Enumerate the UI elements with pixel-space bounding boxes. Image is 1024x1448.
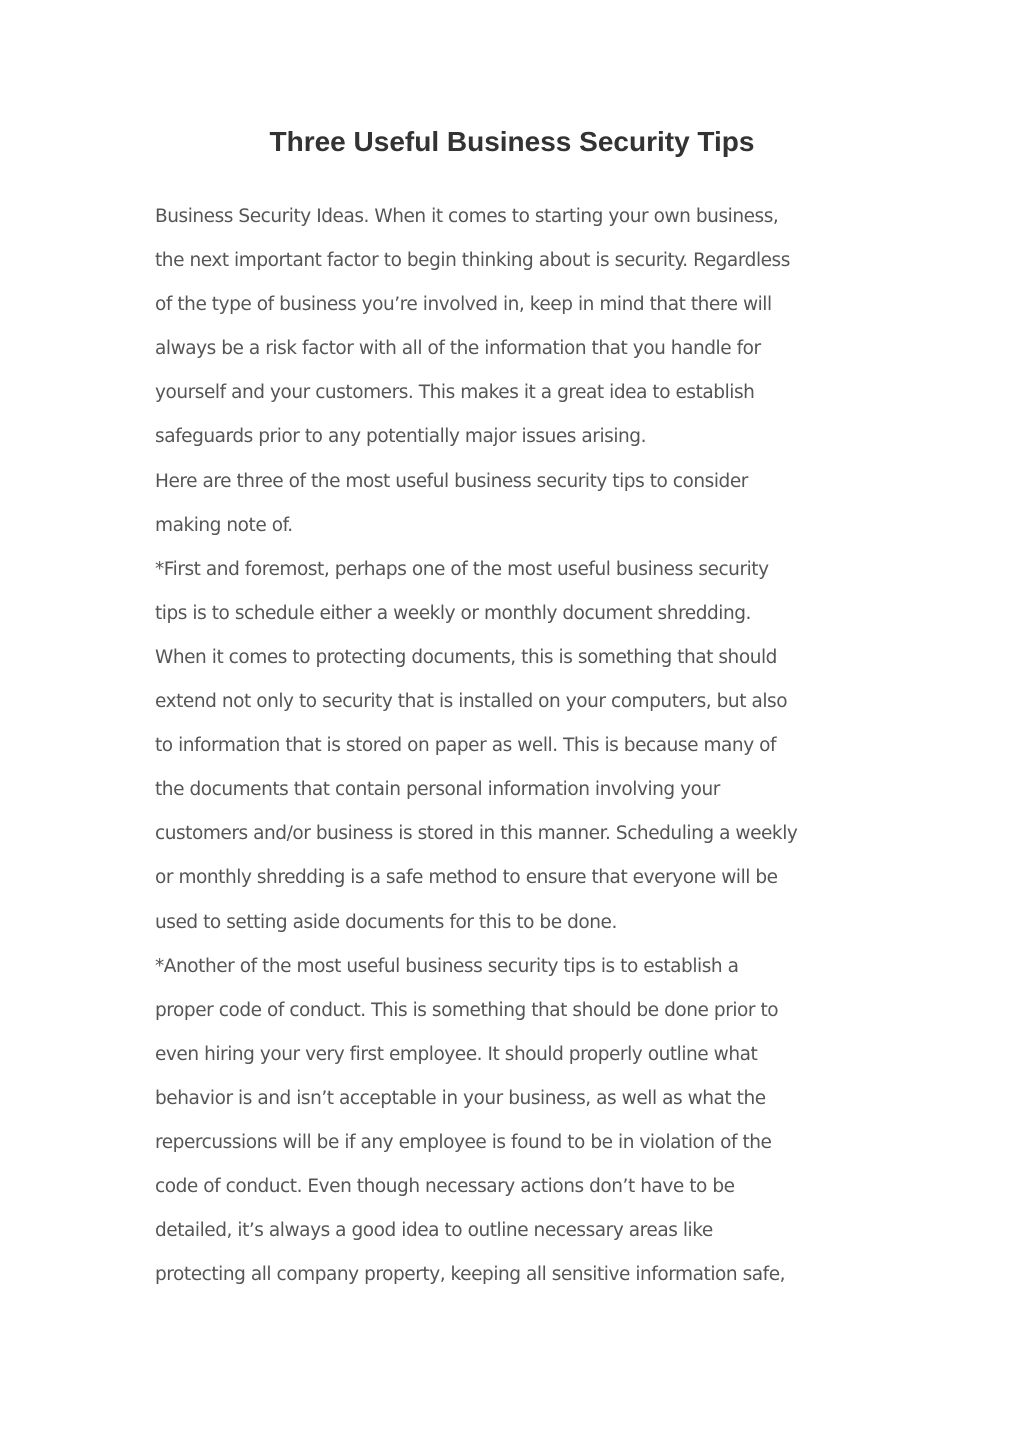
body-line: behavior is and isn’t acceptable in your business, as well as what the [155,1087,766,1109]
body-line: making note of. [155,514,293,536]
body-line: tips is to schedule either a weekly or monthly document shredding. [155,602,751,624]
body-line: the next important factor to begin thinking about is security. Regardless [155,250,790,272]
body-line: or monthly shredding is a safe method to ensure that everyone will be [155,867,778,889]
body-line: always be a risk factor with all of the information that you handle for [155,338,761,360]
body-line: the documents that contain personal information involving your [155,779,720,801]
body-line: used to setting aside documents for this to be done. [155,911,617,933]
body-line: *Another of the most useful business security tips is to establish a [155,955,739,977]
body-line: When it comes to protecting documents, this is something that should [155,646,777,668]
body-line: Here are three of the most useful business security tips to consider [155,470,748,492]
body-line: proper code of conduct. This is something that should be done prior to [155,999,779,1021]
body-line: yourself and your customers. This makes it a great idea to establish [155,382,755,404]
body-line: safeguards prior to any potentially major issues arising. [155,426,647,448]
body-line: code of conduct. Even though necessary actions don’t have to be [155,1176,735,1198]
body-line: of the type of business you’re involved in, keep in mind that there will [155,294,772,316]
body-line: repercussions will be if any employee is found to be in violation of the [155,1131,772,1153]
body-line: even hiring your very first employee. It should properly outline what [155,1043,758,1065]
body-line: *First and foremost, perhaps one of the most useful business security [155,558,769,580]
body-line: detailed, it’s always a good idea to outline necessary areas like [155,1220,713,1242]
body-line: Business Security Ideas. When it comes to starting your own business, [155,206,779,227]
body-line: customers and/or business is stored in this manner. Scheduling a weekly [155,823,798,845]
document-title: Three Useful Business Security Tips [269,126,755,157]
body-line: protecting all company property, keeping all sensitive information safe, [155,1264,786,1286]
document-body [155,195,875,1297]
body-line: to information that is stored on paper as well. This is because many of [155,735,777,757]
body-line: extend not only to security that is installed on your computers, but also [155,691,788,713]
